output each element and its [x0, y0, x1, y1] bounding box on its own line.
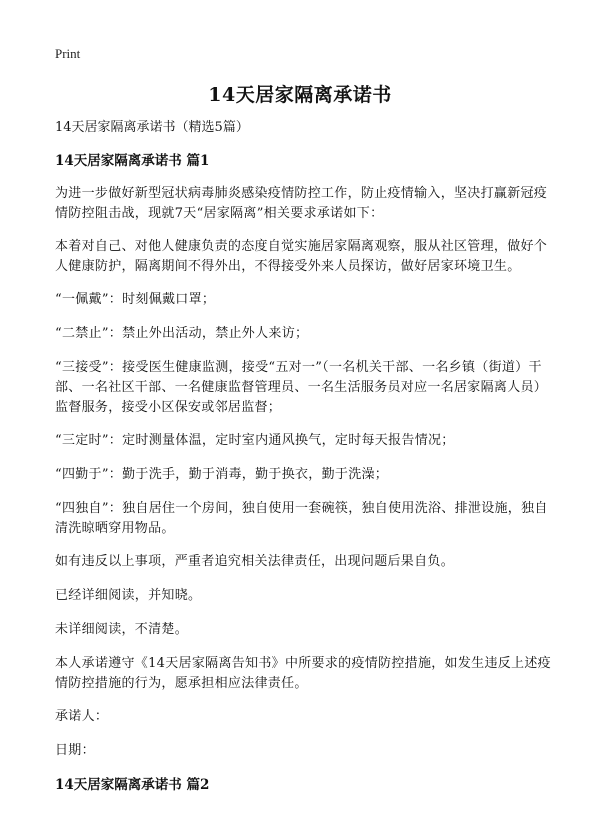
paragraph-rule-wear-mask: “一佩戴”：时刻佩戴口罩； [55, 292, 216, 307]
paragraph-rule-prohibit: “二禁止”：禁止外出活动，禁止外人来访； [55, 326, 309, 341]
paragraph-read-confirm: 已经详细阅读，并知晓。 [55, 588, 202, 603]
section-heading-2: 14天居家隔离承诺书 篇2 [55, 777, 210, 793]
paragraph-commitment: 本着对自己、对他人健康负责的态度自觉实施居家隔离观察，服从社区管理，做好个人健康防护，隔离期间不得外出，不得接受外来人员探访，做好居家环境卫生。 [55, 239, 548, 274]
signatory-label: 承诺人： [55, 709, 109, 724]
paragraph-rule-scheduled: “三定时”：定时测量体温，定时室内通风换气，定时每天报告情况； [55, 433, 455, 448]
paragraph-rule-alone: “四独自”：独自居住一个房间，独自使用一套碗筷，独自使用洗浴、排泄设施，独自清洗晾晒穿用物品。 [55, 501, 548, 536]
paragraph-pledge: 本人承诺遵守《14天居家隔离告知书》中所要求的疫情防控措施，如发生违反上述疫情防控措施的行为，愿承担相应法律责任。 [55, 656, 551, 691]
paragraph-violation: 如有违反以上事项，严重者追究相关法律责任，出现问题后果自负。 [55, 554, 455, 569]
document-subtitle: 14天居家隔离承诺书（精选5篇） [55, 120, 249, 135]
page-title: 14天居家隔离承诺书 [208, 84, 392, 106]
section-heading-1: 14天居家隔离承诺书 篇1 [55, 153, 210, 169]
paragraph-rule-diligent: “四勤于”：勤于洗手，勤于消毒，勤于换衣，勤于洗澡； [55, 467, 389, 482]
paragraph-rule-accept: “三接受”：接受医生健康监测，接受“五对一”（一名机关干部、一名乡镇（街道）干部、一名社区干部、一名健康监督管理员、一名生活服务员对应一名居家隔离人员）监督服务，接受小区保安或邻居监督； [55, 360, 548, 415]
print-link[interactable]: Print [55, 46, 81, 61]
paragraph-intro: 为进一步做好新型冠状病毒肺炎感染疫情防控工作，防止疫情输入，坚决打赢新冠疫情防控阻击战，现就7天“居家隔离”相关要求承诺如下： [55, 186, 548, 221]
paragraph-not-read: 未详细阅读，不清楚。 [55, 622, 189, 637]
document-body [55, 118, 555, 808]
date-label: 日期： [55, 743, 95, 758]
